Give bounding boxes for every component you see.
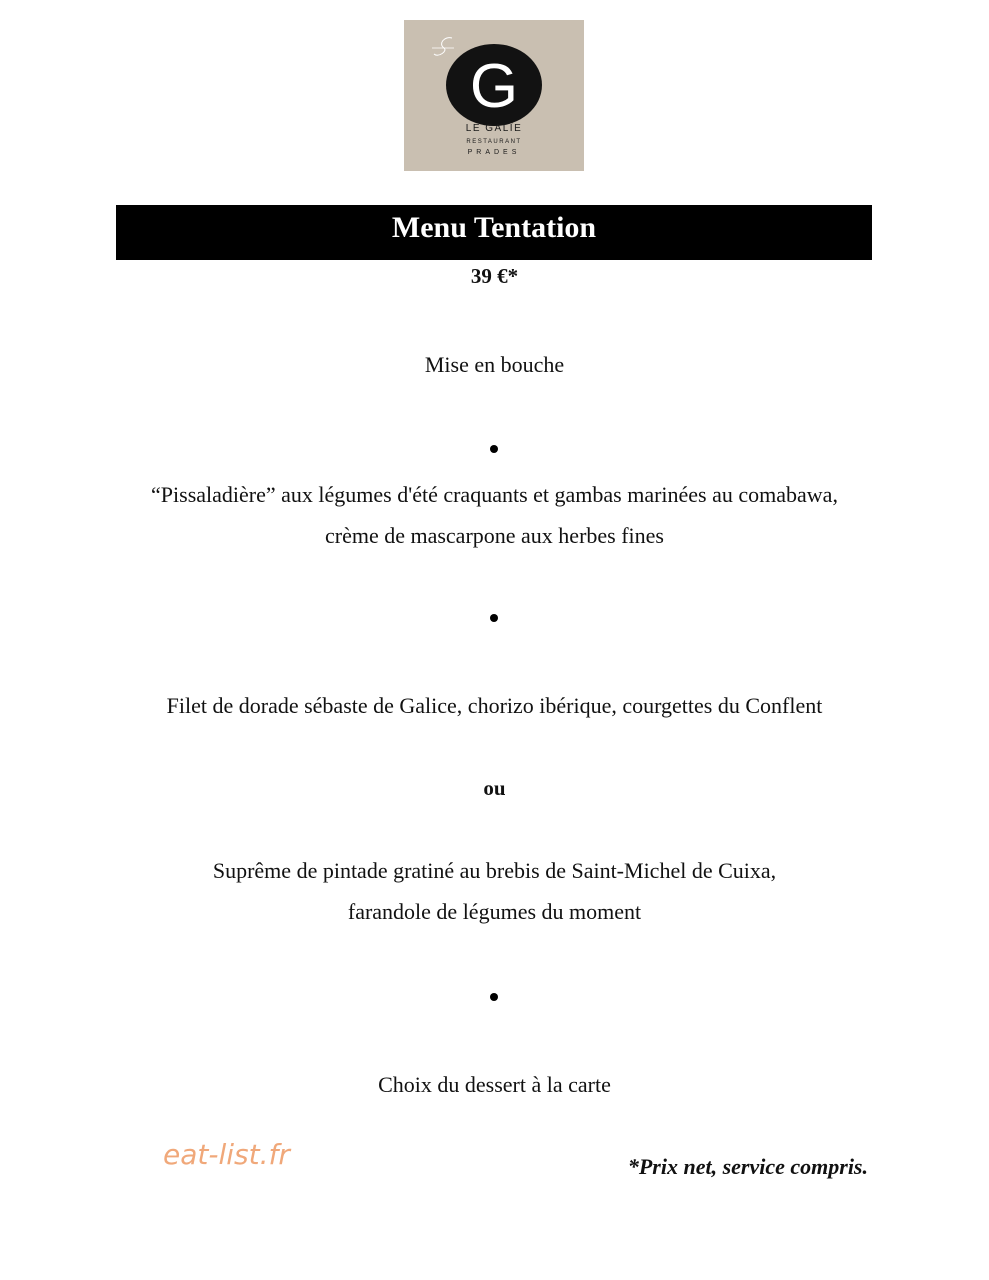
course-entree-line-2: crème de mascarpone aux herbes fines xyxy=(324,523,664,548)
bullet-separator xyxy=(490,445,498,453)
course-main-1: Filet de dorade sébaste de Galice, chorizo ibérique, courgettes du Conflent xyxy=(166,693,823,718)
logo-subtitle: RESTAURANT xyxy=(466,139,522,145)
logo-city: PRADES xyxy=(467,149,521,156)
menu-price: 39 €* xyxy=(470,264,519,288)
course-entree-line-1: “Pissaladière” aux légumes d'été craquants et gambas marinées au comabawa, xyxy=(151,482,838,507)
restaurant-logo xyxy=(404,20,584,171)
bullet-separator xyxy=(490,993,498,1001)
menu-title: Menu Tentation xyxy=(116,205,872,260)
logo-g-mark xyxy=(446,44,542,126)
bullet-separator xyxy=(490,614,498,622)
logo-circle xyxy=(446,44,542,126)
course-main-2-line-2: farandole de légumes du moment xyxy=(347,899,642,924)
or-separator: ou xyxy=(483,776,506,800)
watermark: eat-list.fr xyxy=(163,1138,290,1171)
svg-text:G: G xyxy=(469,52,519,121)
course-main-2-line-1: Suprême de pintade gratiné au brebis de Saint-Michel de Cuixa, xyxy=(212,858,777,883)
course-dessert: Choix du dessert à la carte xyxy=(378,1072,611,1097)
course-starter: Mise en bouche xyxy=(424,352,565,377)
price-footnote: *Prix net, service compris. xyxy=(627,1154,868,1179)
logo-name: LE GALÏE xyxy=(465,123,523,134)
